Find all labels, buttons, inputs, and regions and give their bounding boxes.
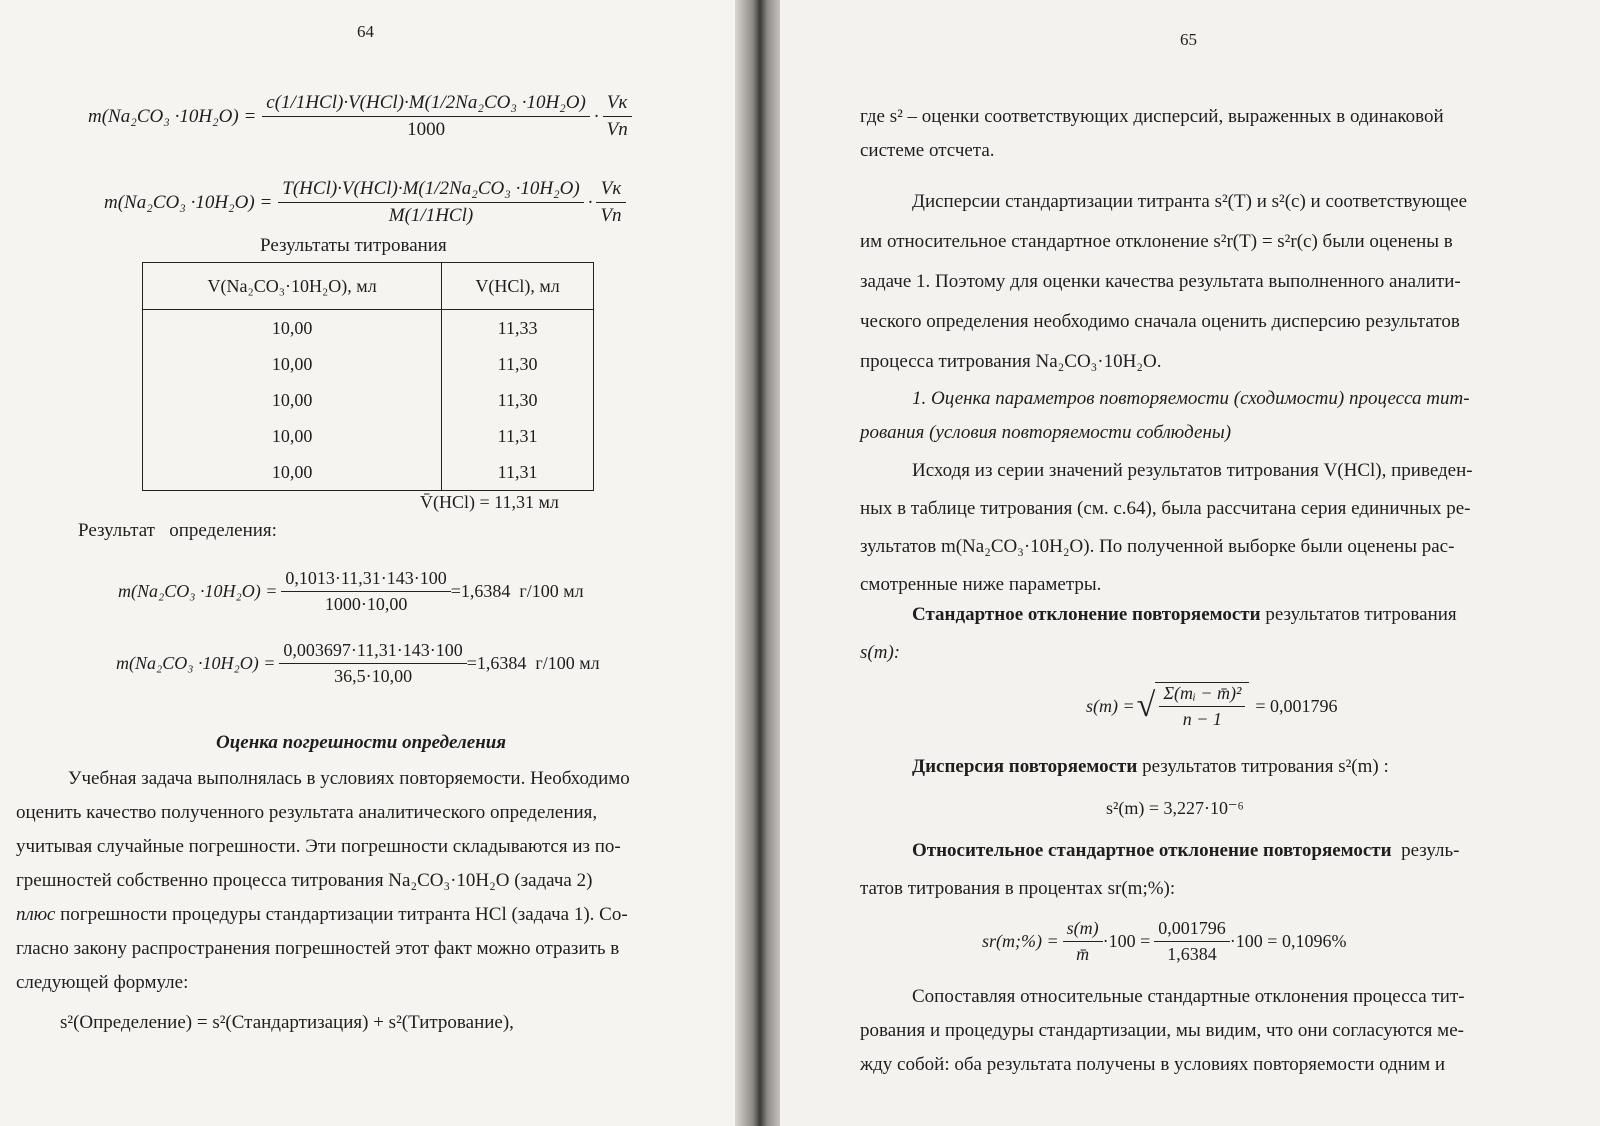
relative-std-heading-rest: резуль- — [1391, 840, 1460, 861]
standardization-paragraph — [860, 182, 1528, 382]
result-label: Результат определения: — [78, 520, 277, 541]
sr-mid: ·100 = — [1102, 931, 1151, 951]
sm-denominator: n − 1 — [1182, 709, 1222, 729]
left-page — [0, 0, 740, 1126]
relative-std-heading-bold: Относительное стандартное отклонение повторяемости — [912, 840, 1392, 861]
series-paragraph — [860, 452, 1528, 604]
paragraph-line: гласно закону распространения погрешностей этот факт можно отразить в — [16, 938, 620, 959]
mean-volume: V̄(HCl) = 11,31 мл — [420, 492, 559, 512]
comparison-paragraph — [860, 980, 1528, 1082]
table-header-row — [143, 263, 594, 310]
formula-numerator: c(1/1HCl)·V(HCl)·M(1/2Na₂CO₃ ·10H₂O) — [262, 92, 590, 117]
std-formula — [1086, 682, 1338, 730]
sm-result: = 0,001796 — [1255, 695, 1338, 716]
volume-ratio — [596, 178, 625, 227]
ratio-denominator: Vп — [606, 119, 628, 140]
variances-paragraph — [860, 100, 1528, 168]
calc-lhs: m(Na₂CO₃ ·10H₂O) = — [116, 653, 276, 673]
calc-numerator: 0,003697·11,31·143·100 — [279, 640, 466, 664]
paragraph-line: Учебная задача выполнялась в условиях повторяемости. Необходимо — [68, 768, 630, 789]
table-row — [143, 346, 594, 382]
paragraph-line: смотренные ниже параметры. — [860, 574, 1102, 595]
relative-std-formula — [982, 918, 1346, 965]
paragraph-line: им относительное стандартное отклонение s²r(T) = s²r(c) были оценены в — [860, 231, 1453, 252]
dispersion-heading-bold: Дисперсия повторяемости — [912, 756, 1138, 777]
error-paragraph — [16, 762, 666, 1000]
calc-denominator: 36,5·10,00 — [334, 666, 413, 686]
table-cell: 10,00 — [143, 382, 442, 418]
std-heading-bold: Стандартное отклонение повторяемости — [912, 604, 1261, 625]
calc-fraction — [281, 568, 450, 615]
table-cell: 11,31 — [442, 454, 594, 491]
paragraph-line: где s² – оценки соответствующих дисперсий, выраженных в одинаковой — [860, 106, 1444, 127]
formula-lhs: m(Na₂CO₃ ·10H₂O) = — [104, 191, 273, 213]
sr-fraction-2 — [1154, 918, 1230, 965]
sr-numerator: s(m) — [1063, 918, 1103, 942]
paragraph-line: зультатов m(Na₂CO₃·10H₂O). По полученной выборке были оценены рас- — [860, 536, 1455, 557]
section-title: Оценка погрешности определения — [216, 732, 507, 753]
table-caption: Результаты титрования — [260, 235, 447, 256]
dispersion-formula: s²(m) = 3,227·10⁻⁶ — [1106, 798, 1244, 818]
table-cell: 10,00 — [143, 346, 442, 382]
std-heading — [912, 604, 1457, 626]
calc-denominator: 1000·10,00 — [324, 594, 408, 614]
calc-result: =1,6384 г/100 мл — [466, 653, 600, 673]
right-page — [780, 0, 1600, 1126]
relative-std-heading — [912, 840, 1459, 862]
table-row — [143, 310, 594, 347]
table-row — [143, 418, 594, 454]
paragraph-line: грешностей собственно процесса титрования Na₂CO₃·10H₂O (задача 2) — [16, 870, 593, 891]
ratio-numerator: Vк — [596, 178, 625, 203]
sm-numerator: Σ(mᵢ − m̄)² — [1159, 683, 1245, 707]
formula-numerator: T(HCl)·V(HCl)·M(1/2Na₂CO₃ ·10H₂O) — [278, 178, 583, 203]
section-heading-repeatability — [860, 382, 1528, 450]
sr-denominator: 1,6384 — [1167, 944, 1217, 964]
sr-numerator: 0,001796 — [1154, 918, 1230, 942]
variance-formula: s²(Определение) = s²(Стандартизация) + s²(Титрование), — [60, 1012, 514, 1033]
calc-lhs: m(Na₂CO₃ ·10H₂O) = — [118, 581, 278, 601]
mass-formula-2: m(Na₂CO₃ ·10H₂O) = T(HCl)·V(HCl)·M(1/2Na₂CO₃ ·10H₂O) M(1/1HCl) · Vк Vп — [104, 178, 626, 227]
paragraph-line: Сопоставляя относительные стандартные отклонения процесса тит- — [912, 986, 1465, 1007]
table-row — [143, 454, 594, 491]
sr-denominator: m̄ — [1076, 944, 1090, 964]
std-heading-rest: результатов титрования — [1260, 604, 1457, 625]
table-cell: 11,33 — [442, 310, 594, 347]
paragraph-line: жду собой: оба результата получены в условиях повторяемости одним и — [860, 1054, 1446, 1075]
relative-std-line: татов титрования в процентах sr(m;%): — [860, 878, 1176, 899]
mass-formula-1: m(Na₂CO₃ ·10H₂O) = c(1/1HCl)·V(HCl)·M(1/2Na₂CO₃ ·10H₂O) 1000 · Vк Vп — [88, 92, 632, 141]
calculation-2 — [116, 640, 600, 687]
paragraph-line: учитывая случайные погрешности. Эти погрешности складываются из по- — [16, 836, 621, 857]
paragraph-line: задаче 1. Поэтому для оценки качества результата выполненного аналити- — [860, 271, 1461, 292]
formula-fraction — [262, 92, 590, 141]
table-cell: 10,00 — [143, 418, 442, 454]
table-row — [143, 382, 594, 418]
sr-fraction-1 — [1063, 918, 1103, 965]
paragraph-line: оценить качество полученного результата аналитического определения, — [16, 802, 598, 823]
heading-line: рования (условия повторяемости соблюдены) — [860, 422, 1232, 443]
table-cell: 11,30 — [442, 346, 594, 382]
formula-fraction — [278, 178, 583, 227]
paragraph-line: Дисперсии стандартизации титранта s²(T) и s²(c) и соответствующее — [912, 191, 1468, 212]
table-cell: 10,00 — [143, 310, 442, 347]
paragraph-line: следующей формуле: — [16, 972, 189, 993]
calc-result: =1,6384 г/100 мл — [450, 581, 584, 601]
table-header-cell: V(HCl), мл — [442, 263, 594, 310]
calculation-1 — [118, 568, 584, 615]
volume-ratio — [603, 92, 632, 141]
calc-fraction — [279, 640, 466, 687]
titration-table — [142, 262, 594, 491]
page-number: 65 — [1180, 30, 1197, 49]
paragraph-line: рования и процедуры стандартизации, мы видим, что они согласуются ме- — [860, 1020, 1464, 1041]
page-number: 64 — [357, 22, 374, 41]
sqrt-icon: √ — [1136, 687, 1156, 724]
book-spine — [735, 0, 785, 1126]
dispersion-heading — [912, 756, 1389, 778]
calc-numerator: 0,1013·11,31·143·100 — [281, 568, 450, 592]
paragraph-line: процесса титрования Na₂CO₃·10H₂O. — [860, 351, 1162, 372]
radicand — [1155, 682, 1249, 730]
paragraph-line — [16, 898, 666, 932]
dispersion-heading-rest: результатов титрования s²(m) : — [1137, 756, 1389, 777]
formula-lhs: m(Na₂CO₃ ·10H₂O) = — [88, 105, 257, 127]
formula-denominator: 1000 — [407, 119, 446, 140]
ratio-denominator: Vп — [600, 205, 622, 226]
std-symbol: s(m): — [860, 642, 901, 663]
sm-fraction — [1159, 683, 1245, 730]
ratio-numerator: Vк — [603, 92, 632, 117]
table-cell: 11,31 — [442, 418, 594, 454]
paragraph-line-text: погрешности процедуры стандартизации титранта HCl (задача 1). Со- — [60, 904, 628, 925]
formula-denominator: M(1/1HCl) — [388, 205, 474, 226]
table-cell: 10,00 — [143, 454, 442, 491]
table-cell: 11,30 — [442, 382, 594, 418]
sr-lhs: sr(m;%) = — [982, 931, 1059, 951]
paragraph-line: системе отсчета. — [860, 140, 995, 161]
table-header-cell: V(Na₂CO₃·10H₂O), мл — [143, 263, 442, 310]
paragraph-line: Исходя из серии значений результатов титрования V(HCl), приведен- — [912, 460, 1473, 481]
heading-line: 1. Оценка параметров повторяемости (сходимости) процесса тит- — [912, 388, 1470, 409]
sm-lhs: s(m) = — [1086, 695, 1135, 716]
paragraph-line: ческого определения необходимо сначала оценить дисперсию результатов — [860, 311, 1460, 332]
paragraph-line: ных в таблице титрования (см. с.64), была рассчитана серия единичных ре- — [860, 498, 1471, 519]
sr-result: ·100 = 0,1096% — [1229, 931, 1347, 951]
plus-word: плюс — [16, 904, 56, 925]
